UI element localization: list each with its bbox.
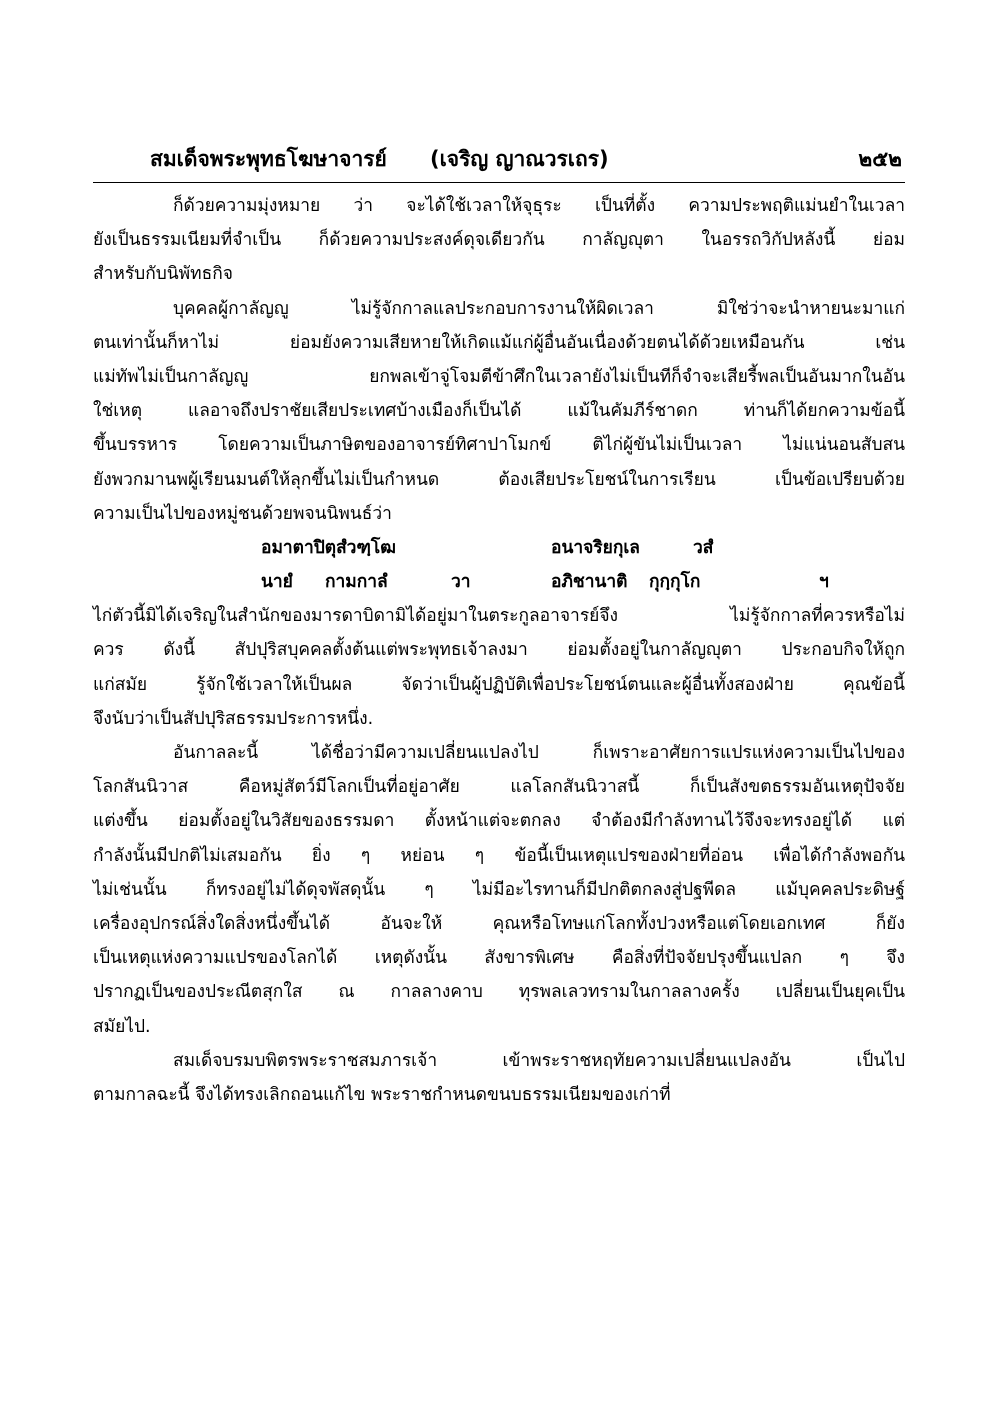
verse-word: กุกฺกุโก — [649, 572, 701, 593]
page-number: ๒๕๒ — [858, 147, 902, 171]
header-title: สมเด็จพระพุทธโฆษาจารย์ — [150, 147, 387, 171]
paragraph-line: ตนเท่านั้นก็หาไม่ ย่อมยังความเสียหายให้เกิดแม้แก่ผู้อื่นอันเนื่องด้วยตนได้ด้วยเหมือนกัน เช่น — [93, 332, 905, 353]
paragraph-line: กำลังนั้นมีปกติไม่เสมอกัน ยิ่ง ๆ หย่อน ๆ ข้อนี้เป็นเหตุแปรของฝ่ายที่อ่อน เพื่อได้กำลังพอกัน — [93, 845, 905, 866]
paragraph-line: ใช่เหตุ แลอาจถึงปราชัยเสียประเทศบ้างเมืองก็เป็นได้ แม้ในคัมภีร์ชาดก ท่านก็ได้ยกความข้อนี้ — [93, 401, 905, 422]
paragraph-line: ตามกาลฉะนี้ จึงได้ทรงเลิกถอนแก้ไข พระราชกำหนดขนบธรรมเนียมของเก่าที่ — [93, 1084, 671, 1105]
paragraph-line: บุคคลผู้กาลัญญู ไม่รู้จักกาลแลประกอบการงานให้ผิดเวลา มิใช่ว่าจะนำหายนะมาแก่ — [173, 298, 905, 319]
verse-word: อภิชานาติ — [551, 572, 628, 593]
paragraph-line: แก่สมัย รู้จักใช้เวลาให้เป็นผล จัดว่าเป็นผู้ปฏิบัติเพื่อประโยชน์ตนและผู้อื่นทั้งสองฝ่าย คุณข้อนี้ — [93, 674, 905, 695]
document-body — [93, 189, 905, 1112]
paragraph-line: เครื่องอุปกรณ์สิ่งใดสิ่งหนึ่งขึ้นได้ อันจะให้ คุณหรือโทษแก่โลกทั้งปวงหรือแต่โดยเอกเทศ ก็ยัง — [93, 913, 905, 934]
paragraph-line: ขึ้นบรรหาร โดยความเป็นภาษิตของอาจารย์ทิศาปาโมกข์ ติไก่ผู้ขันไม่เป็นเวลา ไม่แน่นอนสับสน — [93, 435, 905, 456]
paragraph-line: แม่ทัพไม่เป็นกาลัญญู ยกพลเข้าจู่โจมตีข้าศึกในเวลายังไม่เป็นทีก็จำจะเสียรี้พลเป็นอันมากในอัน — [93, 366, 905, 387]
paragraph-line: ก็ด้วยความมุ่งหมาย ว่า จะได้ใช้เวลาให้จุธุระ เป็นที่ตั้ง ความประพฤติแม่นยำในเวลา — [173, 196, 905, 216]
verse-line-2 — [93, 565, 905, 599]
header-rule — [93, 182, 905, 183]
header-subtitle: (เจริญ ญาณวรเถร) — [430, 147, 609, 171]
paragraph-line: ปรากฏเป็นของประณีตสุกใส ณ กาลลางคาบ ทุรพลเลวทรามในกาลลางครั้ง เปลี่ยนเป็นยุคเป็น — [93, 982, 905, 1003]
verse-word: อมาตาปิตุสํวฑฺโฒ — [261, 537, 396, 558]
paragraph-line: แต่งขึ้น ย่อมตั้งอยู่ในวิสัยของธรรมดา ตั้งหน้าแต่จะตกลง จำต้องมีกำลังทานไว้จึงจะทรงอยู่ได้ แต่ — [93, 811, 905, 832]
paragraph-line: อันกาลละนี้ ได้ชื่อว่ามีความเปลี่ยนแปลงไป ก็เพราะอาศัยการแปรแห่งความเป็นไปของ — [173, 743, 905, 763]
paragraph-line: เป็นเหตุแห่งความแปรของโลกได้ เหตุดังนั้น สังขารพิเศษ คือสิ่งที่ปัจจัยปรุงขึ้นแปลก ๆ จึง — [93, 948, 905, 969]
paragraph-line: สำหรับกับนิพัทธกิจ — [93, 264, 233, 285]
verse-word: อนาจริยกุเล — [551, 537, 640, 558]
paragraph-line: ไม่เช่นนั้น ก็ทรงอยู่ไม่ได้ดุจพัสดุนั้น ๆ ไม่มีอะไรทานก็มีปกติตกลงสู่ปฐพีดล แม้บุคคลประดิษฐ์ — [93, 879, 905, 900]
paragraph-line: ไก่ตัวนี้มิได้เจริญในสำนักของมารดาบิดามิได้อยู่มาในตระกูลอาจารย์จึง ไม่รู้จักกาลที่ควรหรือไม่ — [93, 606, 905, 627]
paragraph-line: ความเป็นไปของหมู่ชนด้วยพจนนิพนธ์ว่า — [93, 503, 392, 524]
verse-word: ฯ — [819, 572, 829, 593]
verse-word: กามกาลํ — [325, 572, 388, 593]
paragraph-line: ยังเป็นธรรมเนียมที่จำเป็น ก็ด้วยความประสงค์ดุจเดียวกัน กาลัญญุตา ในอรรถวิกัปหลังนี้ ย่อม — [93, 230, 905, 251]
paragraph-line: สมเด็จบรมบพิตรพระราชสมภารเจ้า เข้าพระราชหฤทัยความเปลี่ยนแปลงอัน เป็นไป — [173, 1050, 905, 1071]
verse-word: วสํ — [693, 537, 714, 558]
paragraph-line: ยังพวกมานพผู้เรียนมนต์ให้ลุกขึ้นไม่เป็นกำหนด ต้องเสียประโยชน์ในการเรียน เป็นข้อเปรียบด้วย — [93, 469, 905, 490]
paragraph-line: โลกสันนิวาส คือหมู่สัตว์มีโลกเป็นที่อยู่อาศัย แลโลกสันนิวาสนี้ ก็เป็นสังขตธรรมอันเหตุปัจจัย — [93, 777, 905, 798]
paragraph-line: สมัยไป. — [93, 1016, 151, 1037]
verse-word: นายํ — [261, 572, 293, 593]
verse-line-1 — [93, 531, 905, 565]
running-header — [150, 143, 902, 179]
paragraph-line: จึงนับว่าเป็นสัปปุริสธรรมประการหนึ่ง. — [93, 708, 374, 729]
paragraph-line: ควร ดังนี้ สัปปุริสบุคคลตั้งต้นแต่พระพุทธเจ้าลงมา ย่อมตั้งอยู่ในกาลัญญุตา ประกอบกิจให้ถูก — [93, 640, 905, 661]
verse-word: วา — [451, 572, 471, 593]
